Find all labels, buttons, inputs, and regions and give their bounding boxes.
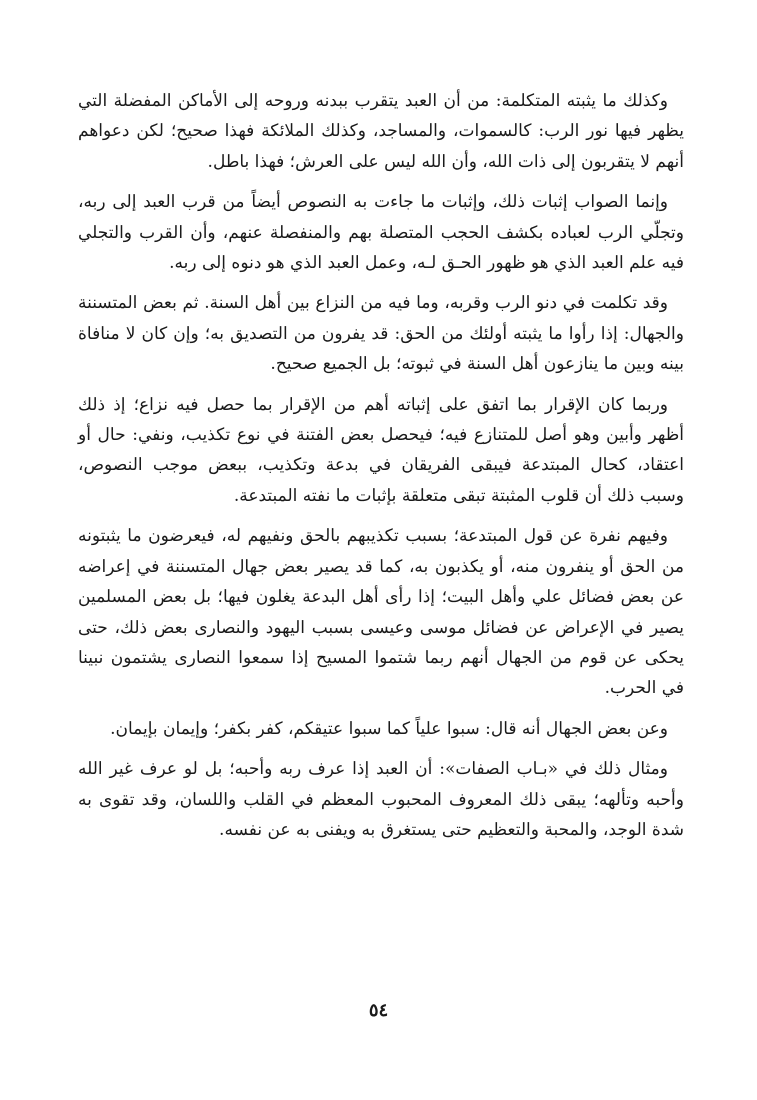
paragraph: وفيهم نفرة عن قول المبتدعة؛ بسبب تكذيبهم بالحق ونفيهم له، فيعرضون ما يثبتونه من الحق أو ينفرون منه، أو يكذبون به، كما قد يصير بعض جهال المتسننة في إعراضه عن بعض فضائل علي وأهل البيت؛ إذا رأى أهل البدعة يغلون فيها؛ بل بعض المسلمين يصير في الإعراض عن فضائل موسى وعيسى بسبب اليهود والنصارى بعض ذلك، حتى يحكى عن قوم من الجهال أنهم ربما شتموا المسيح إذا سمعوا النصارى يشتمون نبينا في الحرب. bbox=[78, 526, 684, 699]
paragraph: وعن بعض الجهال أنه قال: سبوا علياً كما سبوا عتيقكم، كفر بكفر؛ وإيمان بإيمان. bbox=[110, 718, 668, 739]
paragraph: ومثال ذلك في «بـاب الصفات»: أن العبد إذا عرف ربه وأحبه؛ بل لو عرف غير الله وأحبه وتألهه؛ يبقى ذلك المعروف المحبوب المعظم في القلب واللسان، وقد تقوى به شدة الوجد، والمحبة والتعظيم حتى يستغرق به ويفنى به عن نفسه. bbox=[78, 759, 684, 840]
paragraph: وربما كان الإقرار بما اتفق على إثباته أهم من الإقرار بما حصل فيه نزاع؛ إذ ذلك أظهر وأبين وهو أصل للمتنازع فيه؛ فيحصل بعض الفتنة في نوع تكذيب، ونفي: حال أو اعتقاد، كحال المبتدعة فيبقى الفريقان في بدعة وتكذيب، ببعض موجب النصوص، وسبب ذلك أن قلوب المثبتة تبقى متعلقة بإثبات ما نفته المبتدعة. bbox=[78, 394, 684, 506]
paragraph: وقد تكلمت في دنو الرب وقربه، وما فيه من النزاع بين أهل السنة. ثم بعض المتسننة والجهال: إذا رأوا ما يثبته أولئك من الحق: قد يفرون من التصديق به؛ وإن كان لا منافاة بينه وبين ما ينازعون أهل السنة في ثبوته؛ بل الجميع صحيح. bbox=[78, 293, 684, 375]
paragraph: وإنما الصواب إثبات ذلك، وإثبات ما جاءت به النصوص أيضاً من قرب العبد إلى ربه، وتجلّي الرب لعباده بكشف الحجب المتصلة بهم والمنفصلة عنهم، وأن القرب والتجلي فيه علم العبد الذي هو ظهور الحـق لـه، وعمل العبد الذي هو دنوه إلى ربه. bbox=[78, 192, 684, 274]
paragraph: وكذلك ما يثبته المتكلمة: من أن العبد يتقرب ببدنه وروحه إلى الأماكن المفضلة التي يظهر فيها نور الرب: كالسموات، والمساجد، وكذلك الملائكة فهذا صحيح؛ لكن دعواهم أنهم لا يتقربون إلى ذات الله، وأن الله ليس على العرش؛ فهذا باطل. bbox=[78, 91, 684, 172]
page-number: ٥٤ bbox=[368, 1000, 389, 1021]
page-body bbox=[78, 86, 684, 855]
